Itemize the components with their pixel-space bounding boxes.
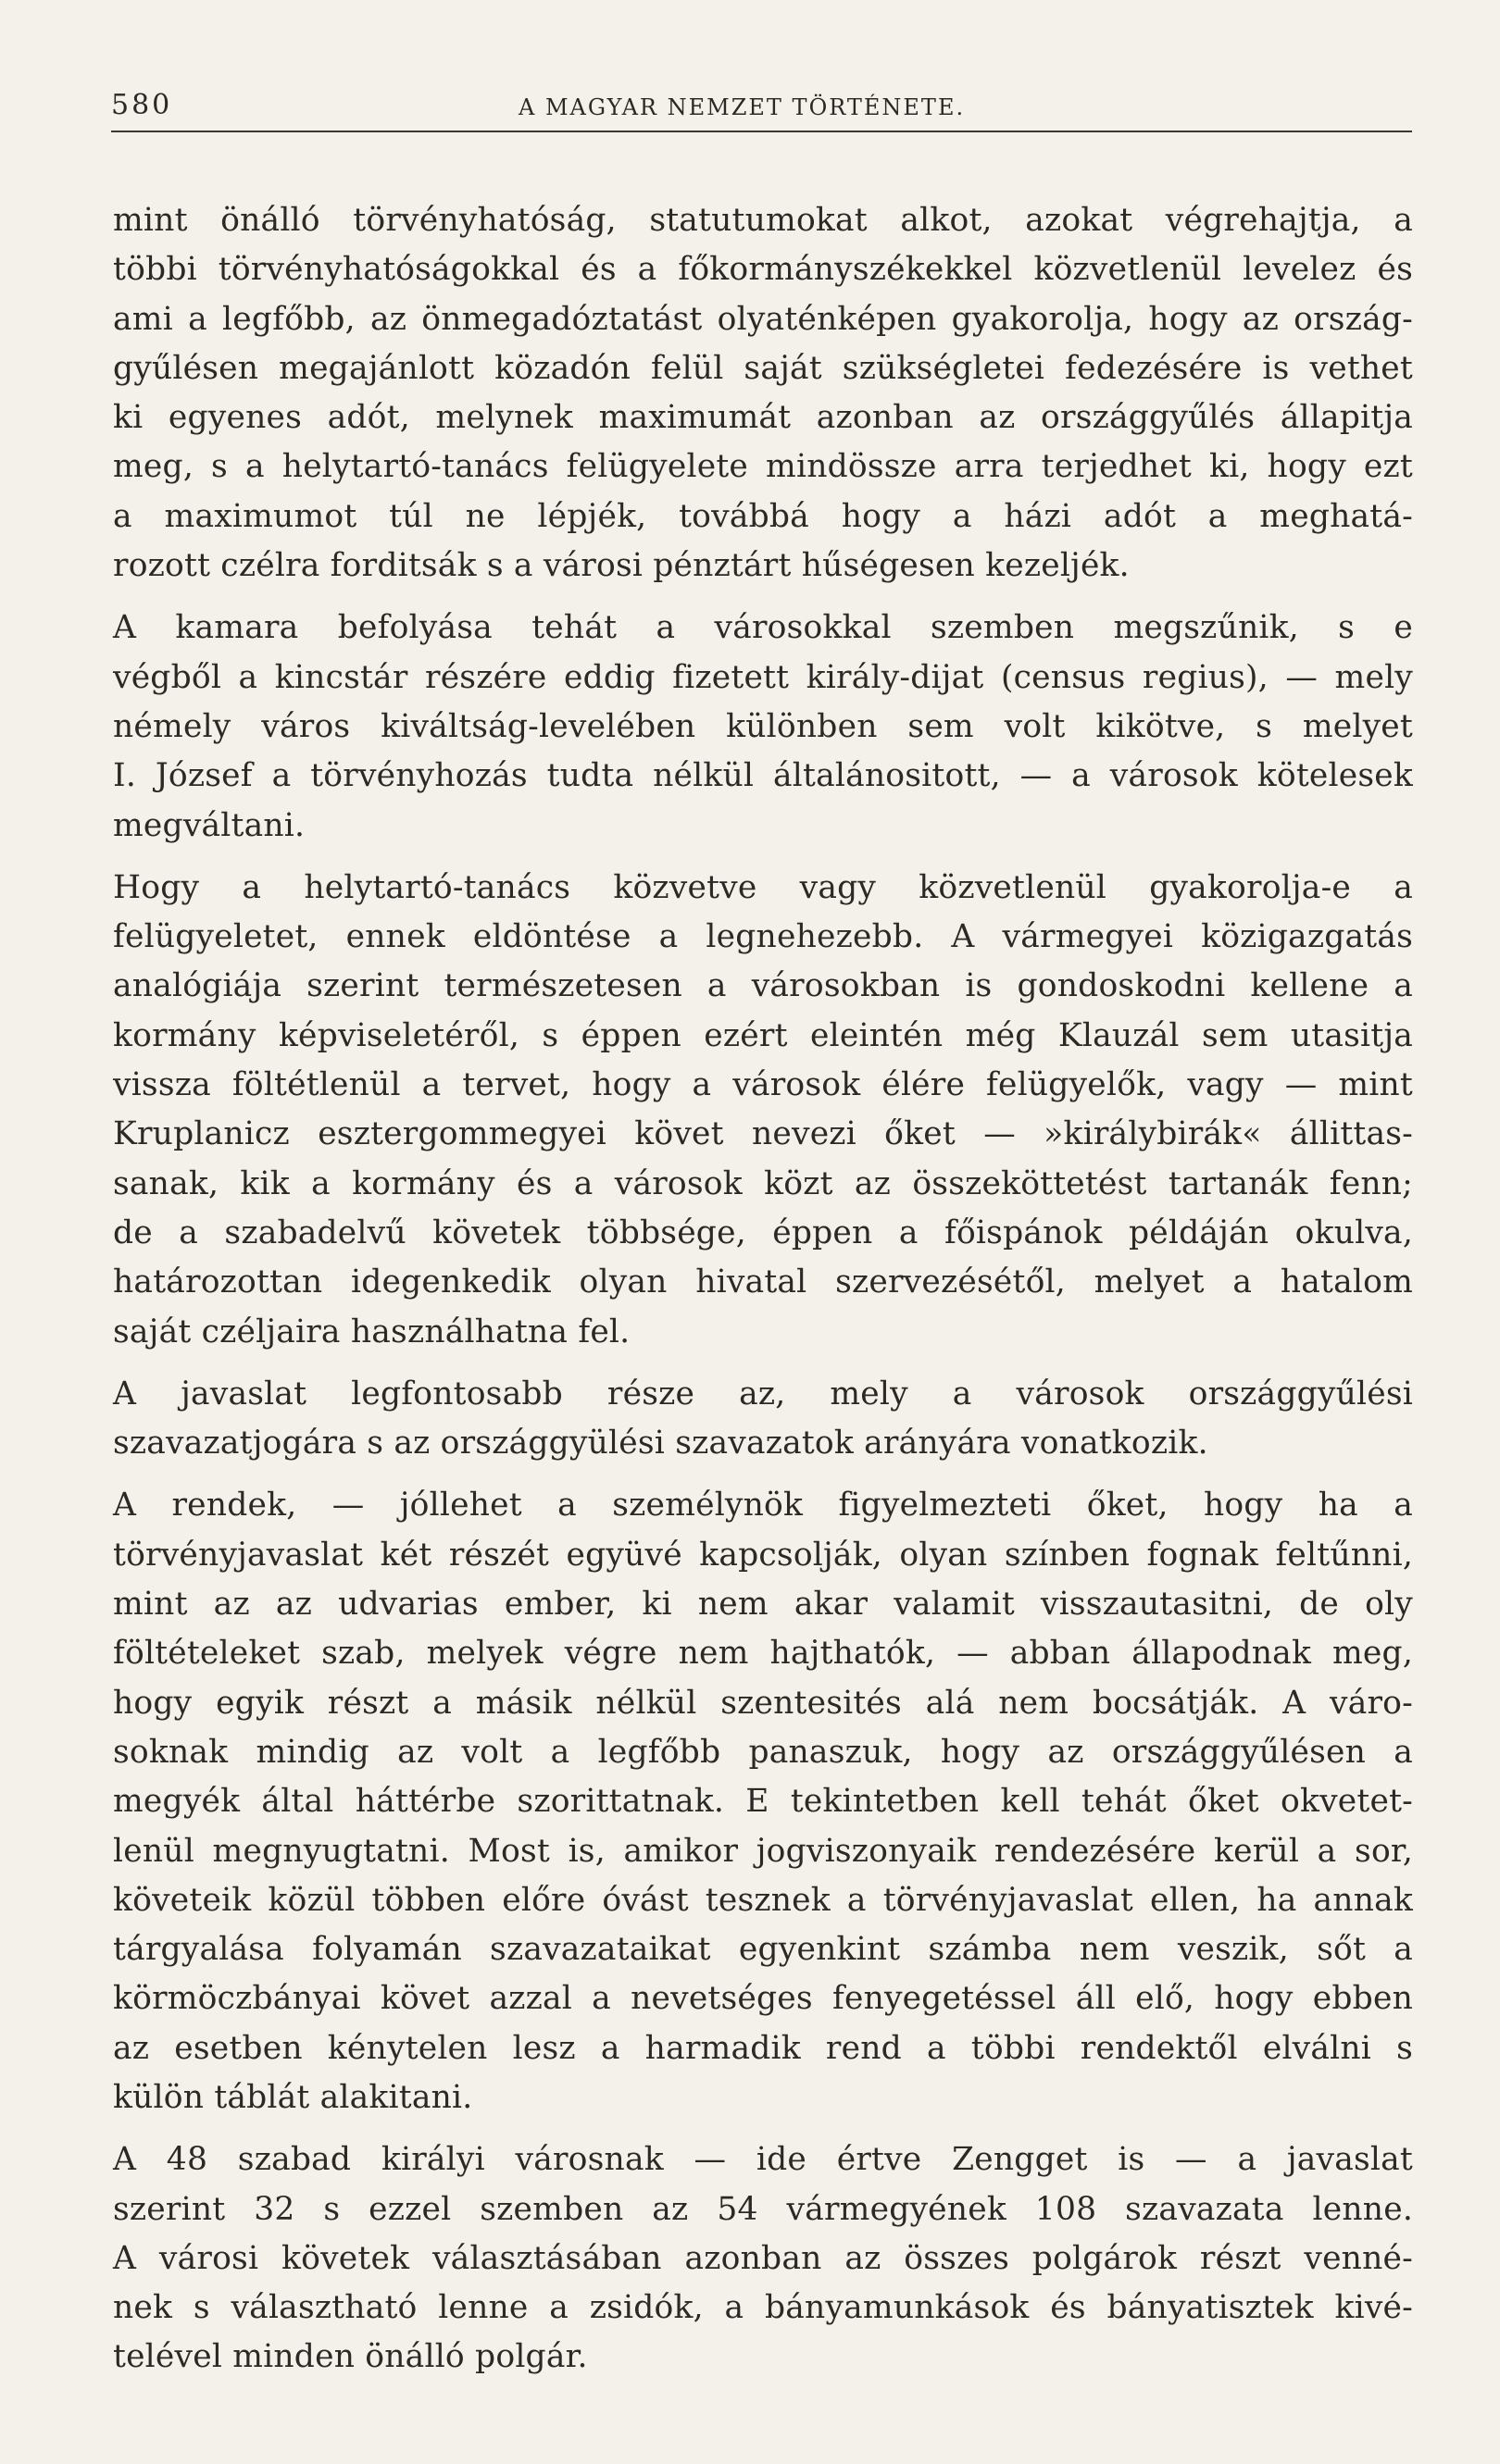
paragraph bbox=[113, 604, 1413, 850]
text-line: nek s választható lenne a zsidók, a bányamunkások és bányatisztek kivé- bbox=[113, 2289, 1413, 2327]
text-line: A 48 szabad királyi városnak — ide értve Zengget is — a javaslat bbox=[113, 2141, 1413, 2179]
page-header bbox=[111, 88, 1412, 132]
text-line: saját czéljaira használhatna fel. bbox=[113, 1313, 631, 1350]
text-line: ki egyenes adót, melynek maximumát azonban az országgyűlés állapitja bbox=[113, 399, 1413, 437]
text-line: hogy egyik részt a másik nélkül szentesités alá nem bocsátják. A váro- bbox=[113, 1684, 1413, 1722]
text-line: mint az az udvarias ember, ki nem akar valamit visszautasitni, de oly bbox=[113, 1586, 1413, 1624]
text-line: ami a legfőbb, az önmegadóztatást olyaténképen gyakorolja, hogy az ország- bbox=[113, 300, 1413, 338]
text-line: némely város kiváltság-levelében különben sem volt kikötve, s melyet bbox=[113, 707, 1413, 745]
paragraph-gap bbox=[113, 591, 1413, 604]
text-line: követeik közül többen előre óvást tesznek a törvényjavaslat ellen, ha annak bbox=[113, 1881, 1413, 1919]
paragraph bbox=[113, 1481, 1413, 2122]
paragraph bbox=[113, 864, 1413, 1357]
text-line: föltételeket szab, melyek végre nem hajthatók, — abban állapodnak meg, bbox=[113, 1635, 1413, 1673]
text-line: mint önálló törvényhatóság, statutumokat alkot, azokat végrehajtja, a bbox=[113, 202, 1413, 239]
text-line: külön táblát alakitani. bbox=[113, 2078, 473, 2116]
text-line: A városi követek választásában azonban az összes polgárok részt venné- bbox=[113, 2239, 1413, 2277]
text-line: I. József a törvényhozás tudta nélkül általánositott, — a városok kötelesek bbox=[113, 757, 1413, 795]
text-line: határozottan idegenkedik olyan hivatal szervezésétől, melyet a hatalom bbox=[113, 1263, 1413, 1301]
paragraph-gap bbox=[113, 1357, 1413, 1370]
text-line: vissza föltétlenül a tervet, hogy a városok élére felügyelők, vagy — mint bbox=[113, 1066, 1413, 1104]
text-line: tárgyalása folyamán szavazataikat egyenkint számba nem veszik, sőt a bbox=[113, 1931, 1413, 1969]
text-line: gyűlésen megajánlott közadón felül saját szükségletei fedezésére is vethet bbox=[113, 349, 1413, 387]
text-line: a maximumot túl ne lépjék, továbbá hogy a házi adót a meghatá- bbox=[113, 497, 1413, 535]
text-line: rozott czélra forditsák s a városi pénztárt hűségesen kezeljék. bbox=[113, 547, 1130, 585]
running-title: A MAGYAR NEMZET TÖRTÉNETE. bbox=[519, 94, 966, 120]
text-line: A rendek, — jóllehet a személynök figyelmezteti őket, hogy ha a bbox=[113, 1487, 1413, 1524]
text-line: megyék által háttérbe szorittatnak. E tekintetben kell tehát őket okvetet- bbox=[113, 1783, 1413, 1821]
text-line: meg, s a helytartó-tanács felügyelete mindössze arra terjedhet ki, hogy ezt bbox=[113, 448, 1413, 486]
text-line: törvényjavaslat két részét együvé kapcsolják, olyan színben fognak feltűnni, bbox=[113, 1536, 1413, 1574]
text-line: A javaslat legfontosabb része az, mely a városok országgyűlési bbox=[113, 1375, 1413, 1412]
text-line: szavazatjogára s az országgyülési szavazatok arányára vonatkozik. bbox=[113, 1425, 1208, 1462]
paragraph-gap bbox=[113, 851, 1413, 864]
text-line: felügyeletet, ennek eldöntése a legnehezebb. A vármegyei közigazgatás bbox=[113, 918, 1413, 956]
text-line: szerint 32 s ezzel szemben az 54 vármegyének 108 szavazata lenne. bbox=[113, 2190, 1413, 2228]
text-line: sanak, kik a kormány és a városok közt az összeköttetést tartanák fenn; bbox=[113, 1164, 1413, 1202]
text-line: analógiája szerint természetesen a városokban is gondoskodni kellene a bbox=[113, 967, 1413, 1005]
text-line: többi törvényhatóságokkal és a főkormányszékekkel közvetlenül levelez és bbox=[113, 251, 1413, 289]
text-line: kormány képviseletéről, s éppen ezért eleintén még Klauzál sem utasitja bbox=[113, 1016, 1413, 1054]
paragraph-gap bbox=[113, 1468, 1413, 1481]
text-line: lenül megnyugtatni. Most is, amikor jogviszonyaik rendezésére kerül a sor, bbox=[113, 1832, 1413, 1870]
paragraph bbox=[113, 196, 1413, 591]
text-line: telével minden önálló polgár. bbox=[113, 2338, 588, 2376]
paragraph bbox=[113, 2135, 1413, 2382]
page-number: 580 bbox=[111, 89, 173, 121]
paragraph-gap bbox=[113, 2122, 1413, 2135]
text-line: megváltani. bbox=[113, 806, 306, 844]
text-line: végből a kincstár részére eddig fizetett király-dijat (census regius), — mely bbox=[113, 658, 1413, 696]
text-line: A kamara befolyása tehát a városokkal szemben megszűnik, s e bbox=[113, 609, 1413, 647]
body-text bbox=[113, 196, 1413, 2383]
text-line: körmöczbányai követ azzal a nevetséges fenyegetéssel áll elő, hogy ebben bbox=[113, 1980, 1413, 2018]
text-line: Hogy a helytartó-tanács közvetve vagy közvetlenül gyakorolja-e a bbox=[113, 868, 1413, 906]
paragraph bbox=[113, 1370, 1413, 1469]
text-line: Kruplanicz esztergommegyei követ nevezi őket — »királybirák« állittas- bbox=[113, 1115, 1413, 1153]
text-line: soknak mindig az volt a legfőbb panaszuk, hogy az országgyűlésen a bbox=[113, 1733, 1413, 1771]
text-line: az esetben kénytelen lesz a harmadik rend a többi rendektől elválni s bbox=[113, 2029, 1413, 2067]
text-line: de a szabadelvű követek többsége, éppen a főispánok példáján okulva, bbox=[113, 1213, 1413, 1251]
